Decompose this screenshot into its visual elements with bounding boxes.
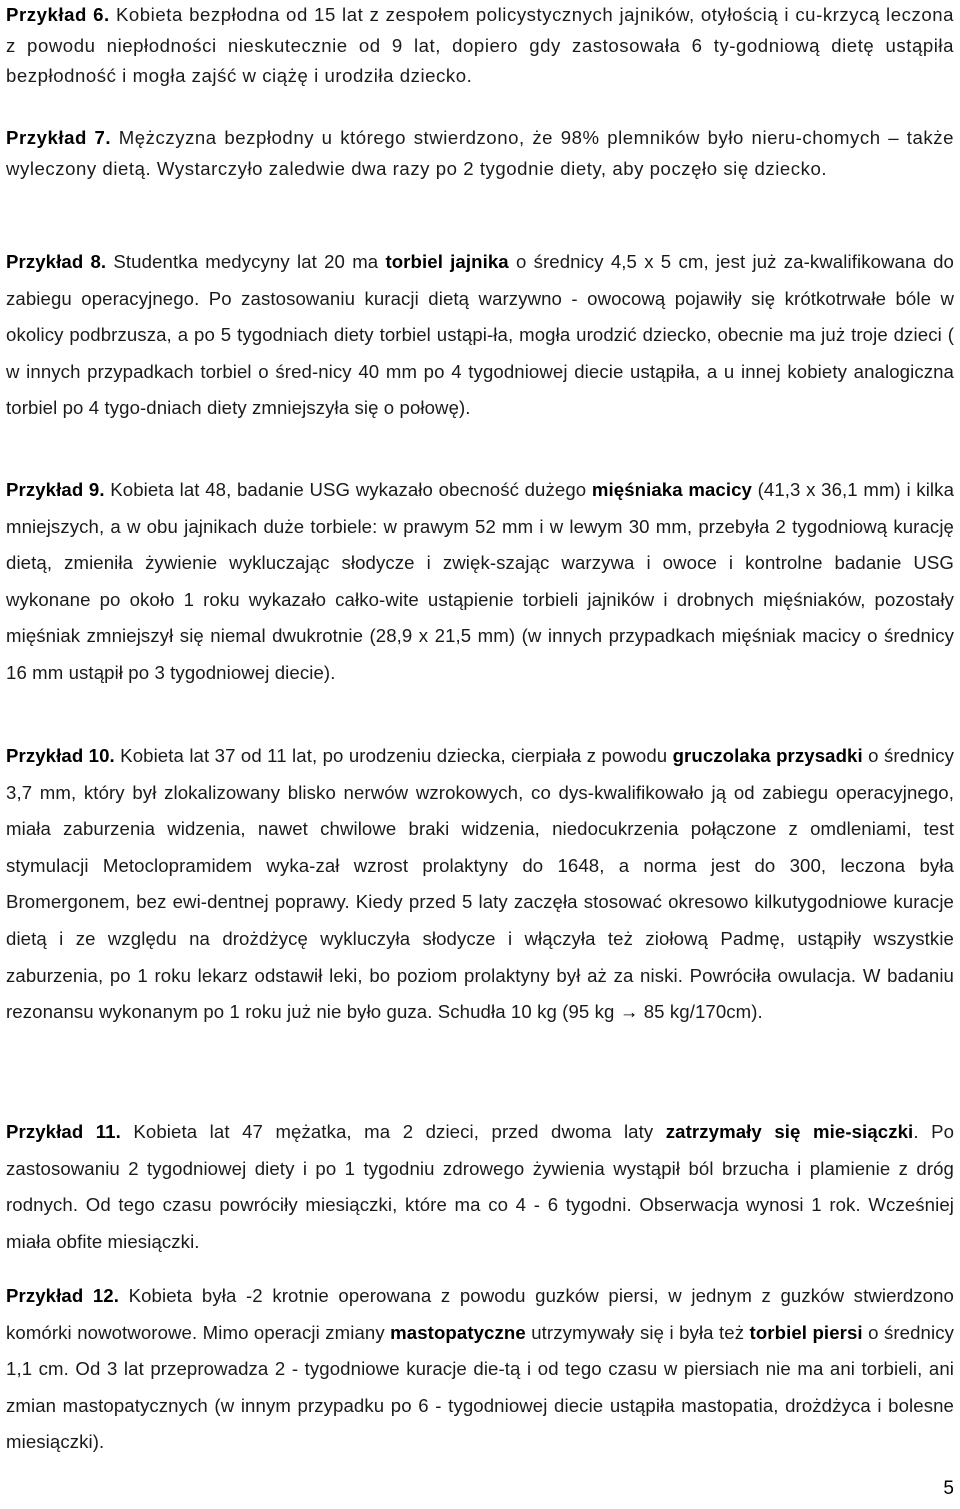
example-12-bold-term-1: mastopatyczne	[390, 1321, 526, 1343]
example-12-text-2: utrzymywały się i była też	[525, 1321, 750, 1343]
example-10-text-1: Kobieta lat 37 od 11 lat, po urodzeniu dziecka, cierpiała z powodu	[114, 745, 673, 766]
example-12-label: Przykład 12.	[6, 1285, 120, 1306]
example-7-paragraph	[6, 123, 954, 184]
example-10-text-2: o średnicy 3,7 mm, który był zlokalizowany blisko nerwów wzrokowych, co dys-kwalifikowało ją od zabiegu operacyjnego, miała zaburzenia widzenia, nawet chwilowe braki widzenia, niedocukrzenia połączone z omdleniami, test stymulacji Metoclopramidem wyka-zał wzrost prolaktyny do 1648, a norma jest do 300, leczona była Bromergonem, bez ewi-dentnej poprawy. Kiedy przed 5 laty zaczęła stosować okresowo kilkutygodniowe kuracje dietą i ze względu na drożdżycę wykluczyła słodycze i włączyła też ziołową Padmę, ustąpiły wszystkie zaburzenia, po 1 roku lekarz odstawił leki, bo poziom prolaktyny był aż za niski. Powróciła owulacja. W badaniu rezonansu wykonanym po 1 roku już nie było guza. Schudła 10 kg (95 kg	[6, 745, 954, 1023]
example-9-label: Przykład 9.	[6, 479, 105, 500]
example-10-label: Przykład 10.	[6, 745, 115, 766]
example-11-text-2: . Po zastosowaniu 2 tygodniowej diety i po 1 tygodniu zdrowego żywienia wystąpił ból brzucha i plamienie z dróg rodnych. Od tego czasu powróciły miesiączki, które ma co 4 - 6 tygodni. Obserwacja wynosi 1 rok. Wcześniej miała obfite miesiączki.	[6, 1121, 955, 1252]
example-12-text-3: o średnicy 1,1 cm. Od 3 lat przeprowadza 2 - tygodniowe kuracje die-tą i od tego czasu w piersiach nie ma ani torbieli, ani zmian mastopatycznych (w innym przypadku po 6 - tygodniowej diecie ustąpiła mastopatia, drożdżyca i bolesne miesiączki).	[6, 1321, 954, 1453]
example-12-bold-term-2: torbiel piersi	[749, 1321, 863, 1343]
example-8-bold-term: torbiel jajnika	[385, 251, 509, 272]
example-7-label: Przykład 7.	[6, 127, 112, 148]
example-8-text-2: o średnicy 4,5 x 5 cm, jest już za-kwalifikowana do zabiegu operacyjnego. Po zastosowaniu kuracji dietą warzywno - owocową pojawiły się krótkotrwałe bóle w okolicy podbrzusza, a po 5 tygodniach diety torbiel ustąpi-ła, mogła urodzić dziecko, obecnie ma już troje dzieci ( w innych przypadkach torbiel o śred-nicy 40 mm po 4 tygodniowej diecie ustąpiła, a u innej kobiety analogiczna torbiel po 4 tygo-dniach diety zmniejszyła się o połowę).	[6, 251, 954, 419]
example-10-paragraph	[6, 738, 954, 1031]
example-11-paragraph	[6, 1114, 954, 1260]
example-6-paragraph	[6, 0, 954, 92]
example-8-paragraph	[6, 244, 954, 427]
example-9-text-1: Kobieta lat 48, badanie USG wykazało obecność dużego	[104, 479, 592, 500]
example-7-text: Mężczyzna bezpłodny u którego stwierdzono, że 98% plemników było nieru-chomych – także wyleczony dietą. Wystarczyło zaledwie dwa razy po 2 tygodnie diety, aby poczęło się dziecko.	[6, 127, 954, 179]
example-10-bold-term: gruczolaka przysadki	[672, 745, 863, 766]
example-12-text-1: Kobieta była -2 krotnie operowana z powodu guzków piersi, w jednym z guzków stwierdzono komórki nowotworowe. Mimo operacji zmiany	[6, 1285, 954, 1343]
example-10-text-3: 85 kg/170cm).	[638, 1001, 763, 1023]
example-8-label: Przykład 8.	[6, 251, 107, 272]
example-11-bold-term: zatrzymały się mie-siączki	[665, 1121, 914, 1142]
example-6-text: Kobieta bezpłodna od 15 lat z zespołem policystycznych jajników, otyłością i cu-krzycą leczona z powodu niepłodności nieskutecznie od 9 lat, dopiero gdy zastosowała 6 ty-godniową dietę ustąpiła bezpłodność i mogła zajść w ciążę i urodziła dziecko.	[6, 4, 954, 86]
example-9-paragraph	[6, 472, 954, 692]
example-6-label: Przykład 6.	[6, 4, 110, 25]
example-11-text-1: Kobieta lat 47 mężatka, ma 2 dzieci, przed dwoma laty	[120, 1121, 666, 1142]
example-11-label: Przykład 11.	[6, 1121, 121, 1142]
arrow-right-icon: →	[619, 1001, 639, 1023]
example-9-text-2: (41,3 x 36,1 mm) i kilka mniejszych, a w obu jajnikach duże torbiele: w prawym 52 mm i w lewym 30 mm, przebyła 2 tygodniową kurację dietą, zmieniła żywienie wykluczając słodycze i zwięk-szając warzywa i owoce i kontrolne badanie USG wykonane po około 1 roku wykazało całko-wite ustąpienie torbieli jajników i drobnych mięśniaków, pozostały mięśniak zmniejszył się niemal dwukrotnie (28,9 x 21,5 mm) (w innych przypadkach mięśniak macicy o średnicy 16 mm ustąpił po 3 tygodniowej diecie).	[6, 479, 955, 683]
example-8-text-1: Studentka medycyny lat 20 ma	[106, 251, 386, 272]
example-9-bold-term: mięśniaka macicy	[591, 479, 752, 500]
page-number: 5	[943, 1478, 954, 1499]
example-12-paragraph	[6, 1278, 954, 1461]
